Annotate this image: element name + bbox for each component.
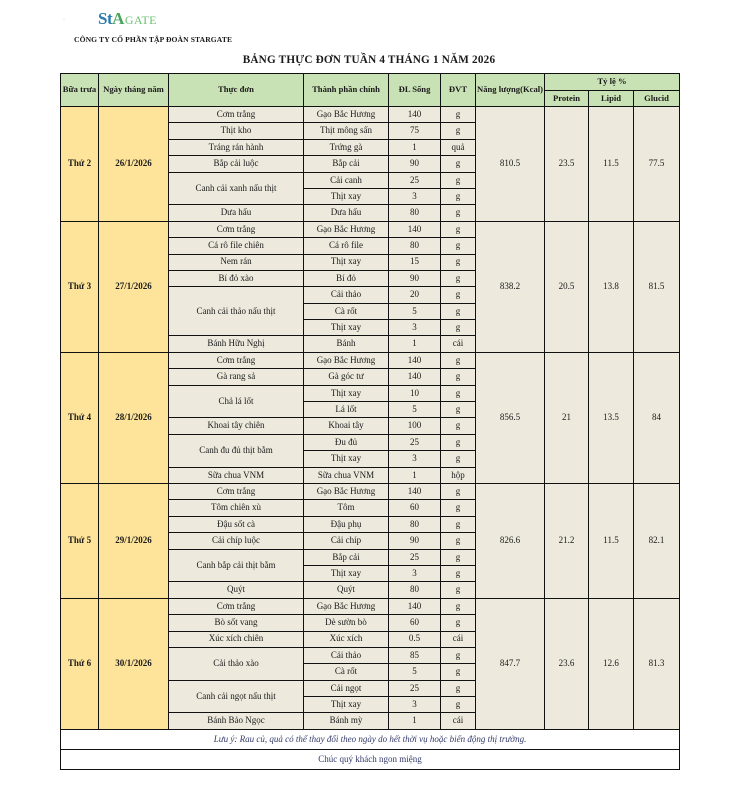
qty-cell: 20 xyxy=(389,287,441,303)
qty-cell: 75 xyxy=(389,123,441,139)
unit-cell: g xyxy=(441,221,476,237)
dish-cell: Tôm chiên xù xyxy=(169,500,304,516)
ingredient-cell: Cải thảo xyxy=(304,287,389,303)
unit-cell: g xyxy=(441,451,476,467)
ingredient-cell: Cà rốt xyxy=(304,303,389,319)
unit-cell: quả xyxy=(441,139,476,155)
ingredient-cell: Bánh xyxy=(304,336,389,352)
day-cell: Thứ 5 xyxy=(61,483,99,598)
unit-cell: cái xyxy=(441,631,476,647)
ingredient-cell: Quýt xyxy=(304,582,389,598)
energy-cell: 838.2 xyxy=(476,221,545,352)
ingredient-cell: Gà góc tư xyxy=(304,369,389,385)
col-header-lipid: Lipid xyxy=(589,91,634,107)
col-header-date: Ngày tháng năm xyxy=(99,74,169,107)
table-row xyxy=(61,483,680,499)
table-row xyxy=(61,352,680,368)
qty-cell: 90 xyxy=(389,270,441,286)
protein-cell: 23.5 xyxy=(545,107,589,222)
unit-cell: g xyxy=(441,500,476,516)
col-header-unit: ĐVT xyxy=(441,74,476,107)
ingredient-cell: Cà rốt xyxy=(304,664,389,680)
qty-cell: 100 xyxy=(389,418,441,434)
unit-cell: g xyxy=(441,615,476,631)
glucid-cell: 81.5 xyxy=(634,221,680,352)
dish-cell: Quýt xyxy=(169,582,304,598)
col-header-qty: ĐL Sống xyxy=(389,74,441,107)
date-cell: 29/1/2026 xyxy=(99,483,169,598)
qty-cell: 10 xyxy=(389,385,441,401)
dish-cell: Khoai tây chiên xyxy=(169,418,304,434)
unit-cell: g xyxy=(441,582,476,598)
table-row xyxy=(61,107,680,123)
unit-cell: g xyxy=(441,238,476,254)
ingredient-cell: Gạo Bắc Hương xyxy=(304,598,389,614)
decorative-dot: · xyxy=(63,17,65,23)
footer-closing: Chúc quý khách ngon miệng xyxy=(61,749,680,769)
ingredient-cell: Thịt xay xyxy=(304,697,389,713)
dish-cell: Cơm trắng xyxy=(169,352,304,368)
date-cell: 28/1/2026 xyxy=(99,352,169,483)
lipid-cell: 13.8 xyxy=(589,221,634,352)
dish-cell: Thịt kho xyxy=(169,123,304,139)
unit-cell: g xyxy=(441,287,476,303)
unit-cell: g xyxy=(441,697,476,713)
ingredient-cell: Lá lốt xyxy=(304,402,389,418)
col-header-meal: Bữa trưa xyxy=(61,74,99,107)
dish-cell: Cơm trắng xyxy=(169,107,304,123)
dish-cell: Cải chíp luộc xyxy=(169,533,304,549)
ingredient-cell: Đậu phụ xyxy=(304,516,389,532)
ingredient-cell: Gạo Bắc Hương xyxy=(304,483,389,499)
dish-cell: Canh cải xanh nấu thịt xyxy=(169,172,304,205)
dish-cell: Xúc xích chiên xyxy=(169,631,304,647)
dish-cell: Cơm trắng xyxy=(169,598,304,614)
ingredient-cell: Thịt xay xyxy=(304,254,389,270)
unit-cell: g xyxy=(441,107,476,123)
dish-cell: Canh cải ngọt nấu thịt xyxy=(169,680,304,713)
dish-cell: Cơm trắng xyxy=(169,221,304,237)
qty-cell: 0.5 xyxy=(389,631,441,647)
qty-cell: 25 xyxy=(389,434,441,450)
lipid-cell: 12.6 xyxy=(589,598,634,729)
qty-cell: 25 xyxy=(389,680,441,696)
logo-mark-icon: A xyxy=(112,9,124,28)
qty-cell: 5 xyxy=(389,402,441,418)
ingredient-cell: Cải chíp xyxy=(304,533,389,549)
unit-cell: g xyxy=(441,483,476,499)
ingredient-cell: Tôm xyxy=(304,500,389,516)
lipid-cell: 13.5 xyxy=(589,352,634,483)
qty-cell: 1 xyxy=(389,467,441,483)
ingredient-cell: Thịt xay xyxy=(304,320,389,336)
stargate-logo xyxy=(98,9,157,29)
dish-cell: Đậu sốt cà xyxy=(169,516,304,532)
unit-cell: g xyxy=(441,598,476,614)
ingredient-cell: Gạo Bắc Hương xyxy=(304,107,389,123)
ingredient-cell: Bắp cải xyxy=(304,549,389,565)
dish-cell: Bò sốt vang xyxy=(169,615,304,631)
energy-cell: 847.7 xyxy=(476,598,545,729)
unit-cell: g xyxy=(441,156,476,172)
ingredient-cell: Bắp cải xyxy=(304,156,389,172)
qty-cell: 140 xyxy=(389,352,441,368)
dish-cell: Sữa chua VNM xyxy=(169,467,304,483)
dish-cell: Cá rô file chiên xyxy=(169,238,304,254)
unit-cell: hộp xyxy=(441,467,476,483)
date-cell: 27/1/2026 xyxy=(99,221,169,352)
ingredient-cell: Khoai tây xyxy=(304,418,389,434)
day-cell: Thứ 3 xyxy=(61,221,99,352)
unit-cell: g xyxy=(441,188,476,204)
unit-cell: g xyxy=(441,172,476,188)
ingredient-cell: Cải ngọt xyxy=(304,680,389,696)
dish-cell: Tráng rán hành xyxy=(169,139,304,155)
ingredient-cell: Trứng gà xyxy=(304,139,389,155)
unit-cell: cái xyxy=(441,336,476,352)
dish-cell: Cơm trắng xyxy=(169,483,304,499)
unit-cell: g xyxy=(441,270,476,286)
col-header-energy: Năng lượng(Kcal) xyxy=(476,74,545,107)
unit-cell: g xyxy=(441,516,476,532)
col-header-dish: Thực đơn xyxy=(169,74,304,107)
ingredient-cell: Dưa hấu xyxy=(304,205,389,221)
ingredient-cell: Thịt mông sấn xyxy=(304,123,389,139)
unit-cell: cái xyxy=(441,713,476,729)
qty-cell: 5 xyxy=(389,303,441,319)
col-header-ratio: Tỷ lệ % xyxy=(545,74,680,91)
qty-cell: 140 xyxy=(389,221,441,237)
unit-cell: g xyxy=(441,402,476,418)
footer-note: Lưu ý: Rau củ, quả có thể thay đổi theo ngày do hết thời vụ hoặc biến động thị trường. xyxy=(61,729,680,749)
dish-cell: Dưa hấu xyxy=(169,205,304,221)
qty-cell: 60 xyxy=(389,615,441,631)
unit-cell: g xyxy=(441,434,476,450)
protein-cell: 20.5 xyxy=(545,221,589,352)
ingredient-cell: Cá rô file xyxy=(304,238,389,254)
dish-cell: Canh cải thảo nấu thịt xyxy=(169,287,304,336)
lipid-cell: 11.5 xyxy=(589,107,634,222)
qty-cell: 140 xyxy=(389,483,441,499)
protein-cell: 21 xyxy=(545,352,589,483)
glucid-cell: 81.3 xyxy=(634,598,680,729)
page-title: BẢNG THỰC ĐƠN TUẦN 4 THÁNG 1 NĂM 2026 xyxy=(242,54,496,66)
dish-cell: Gà rang sả xyxy=(169,369,304,385)
dish-cell: Bánh Bảo Ngọc xyxy=(169,713,304,729)
qty-cell: 140 xyxy=(389,107,441,123)
col-header-protein: Protein xyxy=(545,91,589,107)
qty-cell: 1 xyxy=(389,336,441,352)
table-row xyxy=(61,221,680,237)
unit-cell: g xyxy=(441,205,476,221)
ingredient-cell: Sữa chua VNM xyxy=(304,467,389,483)
unit-cell: g xyxy=(441,320,476,336)
qty-cell: 3 xyxy=(389,565,441,581)
unit-cell: g xyxy=(441,123,476,139)
lipid-cell: 11.5 xyxy=(589,483,634,598)
energy-cell: 810.5 xyxy=(476,107,545,222)
qty-cell: 1 xyxy=(389,713,441,729)
col-header-ingredient: Thành phần chính xyxy=(304,74,389,107)
dish-cell: Cải thảo xào xyxy=(169,647,304,680)
qty-cell: 3 xyxy=(389,320,441,336)
unit-cell: g xyxy=(441,369,476,385)
qty-cell: 3 xyxy=(389,697,441,713)
date-cell: 30/1/2026 xyxy=(99,598,169,729)
dish-cell: Canh đu đủ thịt bằm xyxy=(169,434,304,467)
qty-cell: 60 xyxy=(389,500,441,516)
dish-cell: Canh bắp cải thịt bằm xyxy=(169,549,304,582)
glucid-cell: 82.1 xyxy=(634,483,680,598)
ingredient-cell: Thịt xay xyxy=(304,385,389,401)
ingredient-cell: Gạo Bắc Hương xyxy=(304,352,389,368)
ingredient-cell: Xúc xích xyxy=(304,631,389,647)
ingredient-cell: Bí đỏ xyxy=(304,270,389,286)
ingredient-cell: Cải canh xyxy=(304,172,389,188)
unit-cell: g xyxy=(441,418,476,434)
company-name: CÔNG TY CỔ PHẦN TẬP ĐOÀN STARGATE xyxy=(74,35,233,44)
day-cell: Thứ 2 xyxy=(61,107,99,222)
day-cell: Thứ 6 xyxy=(61,598,99,729)
qty-cell: 80 xyxy=(389,205,441,221)
logo-prefix: St xyxy=(98,9,113,28)
unit-cell: g xyxy=(441,254,476,270)
ingredient-cell: Thịt xay xyxy=(304,451,389,467)
unit-cell: g xyxy=(441,352,476,368)
qty-cell: 80 xyxy=(389,516,441,532)
qty-cell: 5 xyxy=(389,664,441,680)
unit-cell: g xyxy=(441,647,476,663)
qty-cell: 90 xyxy=(389,533,441,549)
qty-cell: 3 xyxy=(389,451,441,467)
qty-cell: 25 xyxy=(389,549,441,565)
qty-cell: 1 xyxy=(389,139,441,155)
unit-cell: g xyxy=(441,680,476,696)
qty-cell: 85 xyxy=(389,647,441,663)
menu-body xyxy=(61,107,680,730)
qty-cell: 15 xyxy=(389,254,441,270)
protein-cell: 21.2 xyxy=(545,483,589,598)
ingredient-cell: Cải thảo xyxy=(304,647,389,663)
unit-cell: g xyxy=(441,533,476,549)
unit-cell: g xyxy=(441,565,476,581)
date-cell: 26/1/2026 xyxy=(99,107,169,222)
ingredient-cell: Dè sườn bò xyxy=(304,615,389,631)
day-cell: Thứ 4 xyxy=(61,352,99,483)
ingredient-cell: Bánh mỳ xyxy=(304,713,389,729)
qty-cell: 80 xyxy=(389,582,441,598)
table-row xyxy=(61,598,680,614)
dish-cell: Bắp cải luộc xyxy=(169,156,304,172)
qty-cell: 90 xyxy=(389,156,441,172)
menu-table xyxy=(60,73,680,770)
unit-cell: g xyxy=(441,664,476,680)
dish-cell: Nem rán xyxy=(169,254,304,270)
energy-cell: 826.6 xyxy=(476,483,545,598)
qty-cell: 3 xyxy=(389,188,441,204)
ingredient-cell: Thịt xay xyxy=(304,565,389,581)
ingredient-cell: Gạo Bắc Hương xyxy=(304,221,389,237)
unit-cell: g xyxy=(441,549,476,565)
ingredient-cell: Thịt xay xyxy=(304,188,389,204)
logo-suffix: GATE xyxy=(124,13,157,27)
qty-cell: 140 xyxy=(389,598,441,614)
energy-cell: 856.5 xyxy=(476,352,545,483)
qty-cell: 140 xyxy=(389,369,441,385)
qty-cell: 80 xyxy=(389,238,441,254)
dish-cell: Chả lá lốt xyxy=(169,385,304,418)
unit-cell: g xyxy=(441,303,476,319)
ingredient-cell: Đu đủ xyxy=(304,434,389,450)
dish-cell: Bí đỏ xào xyxy=(169,270,304,286)
qty-cell: 25 xyxy=(389,172,441,188)
col-header-glucid: Glucid xyxy=(634,91,680,107)
protein-cell: 23.6 xyxy=(545,598,589,729)
glucid-cell: 77.5 xyxy=(634,107,680,222)
dish-cell: Bánh Hữu Nghị xyxy=(169,336,304,352)
unit-cell: g xyxy=(441,385,476,401)
glucid-cell: 84 xyxy=(634,352,680,483)
